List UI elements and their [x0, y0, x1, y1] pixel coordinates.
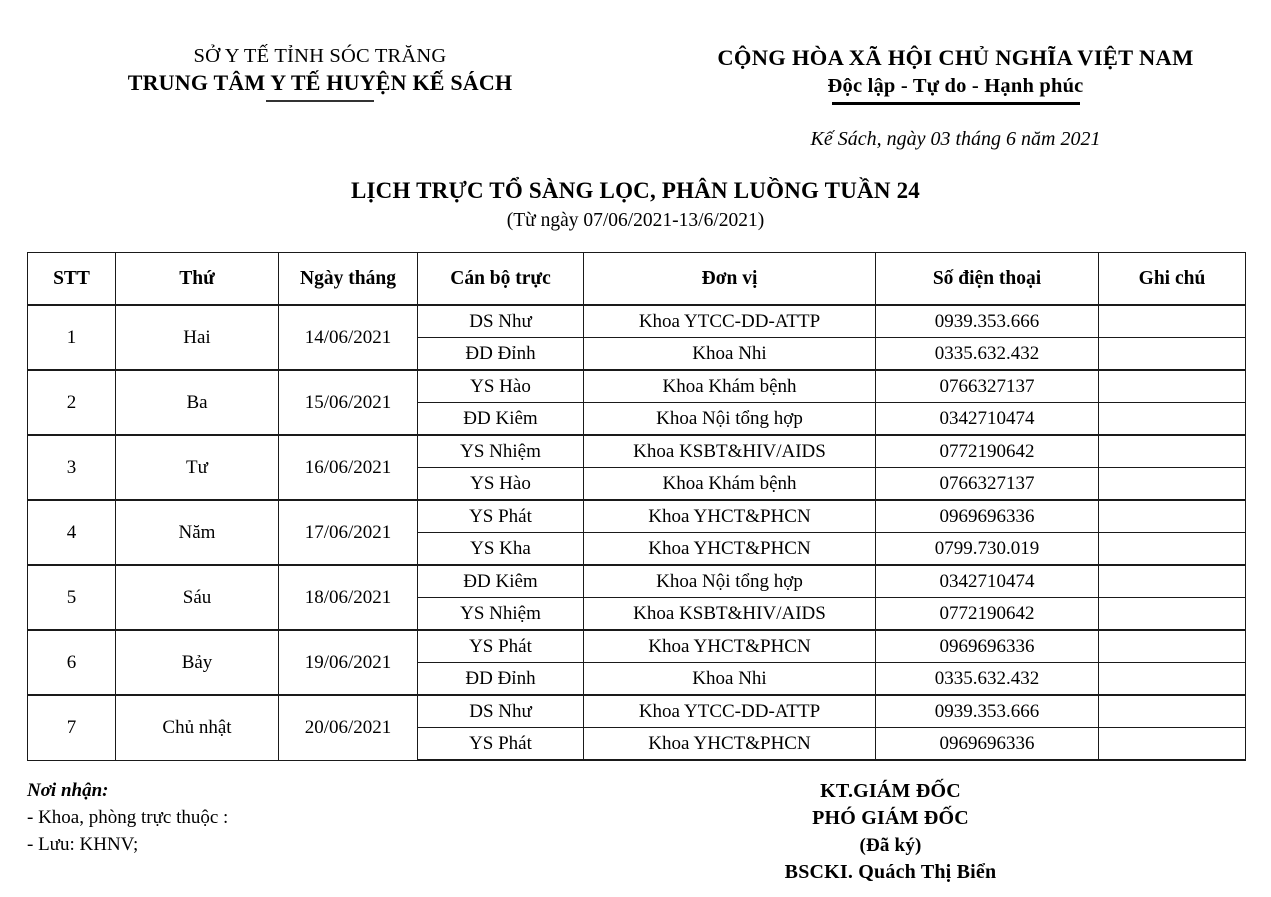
cell-sdt: 0772190642 [876, 435, 1099, 468]
place-and-date: Kế Sách, ngày 03 tháng 6 năm 2021 [810, 128, 1101, 150]
cell-stt: 1 [28, 305, 116, 370]
national-heading [640, 44, 1271, 151]
cell-stt: 4 [28, 500, 116, 565]
column-header-donvi: Đơn vị [584, 253, 876, 306]
cell-thu: Tư [116, 435, 279, 500]
cell-donvi: Khoa YHCT&PHCN [584, 728, 876, 761]
page-subtitle: (Từ ngày 07/06/2021-13/6/2021) [506, 210, 765, 231]
table-row [28, 370, 1246, 403]
cell-sdt: 0335.632.432 [876, 663, 1099, 696]
cell-donvi: Khoa KSBT&HIV/AIDS [584, 435, 876, 468]
cell-canbo: YS Phát [418, 500, 584, 533]
cell-ngay: 20/06/2021 [279, 695, 418, 760]
table-row [28, 435, 1246, 468]
cell-thu: Bảy [116, 630, 279, 695]
cell-stt: 7 [28, 695, 116, 760]
cell-sdt: 0342710474 [876, 565, 1099, 598]
cell-ghichu [1099, 305, 1246, 338]
cell-donvi: Khoa YHCT&PHCN [584, 630, 876, 663]
cell-ngay: 16/06/2021 [279, 435, 418, 500]
column-header-thu: Thứ [116, 253, 279, 306]
cell-sdt: 0969696336 [876, 500, 1099, 533]
document-footer [0, 778, 1271, 886]
signature-role-delegated: KT.GIÁM ĐỐC [820, 780, 961, 802]
district-health-center: TRUNG TÂM Y TẾ HUYỆN KẾ SÁCH [127, 70, 513, 95]
cell-canbo: ĐD Kiêm [418, 565, 584, 598]
cell-ngay: 14/06/2021 [279, 305, 418, 370]
cell-canbo: YS Nhiệm [418, 598, 584, 631]
title-block [0, 177, 1271, 233]
cell-sdt: 0939.353.666 [876, 695, 1099, 728]
cell-donvi: Khoa Nhi [584, 663, 876, 696]
duty-schedule-table [27, 252, 1246, 761]
cell-stt: 5 [28, 565, 116, 630]
header-right-underline [832, 102, 1080, 105]
cell-ngay: 17/06/2021 [279, 500, 418, 565]
cell-stt: 2 [28, 370, 116, 435]
column-header-canbo: Cán bộ trực [418, 253, 584, 306]
province-health-department: SỞ Y TẾ TỈNH SÓC TRĂNG [193, 45, 447, 67]
cell-ghichu [1099, 370, 1246, 403]
cell-ghichu [1099, 695, 1246, 728]
country-name: CỘNG HÒA XÃ HỘI CHỦ NGHĨA VIỆT NAM [717, 45, 1194, 70]
cell-canbo: YS Hào [418, 468, 584, 501]
cell-ghichu [1099, 338, 1246, 371]
schedule-table-wrapper [0, 252, 1271, 761]
cell-canbo: YS Hào [418, 370, 584, 403]
table-body [28, 305, 1246, 760]
signature-block [627, 778, 1244, 886]
cell-donvi: Khoa YTCC-DD-ATTP [584, 695, 876, 728]
cell-donvi: Khoa Nội tổng hợp [584, 565, 876, 598]
cell-canbo: DS Như [418, 695, 584, 728]
cell-sdt: 0335.632.432 [876, 338, 1099, 371]
cell-ghichu [1099, 598, 1246, 631]
header-left-underline [266, 100, 374, 102]
cell-ngay: 15/06/2021 [279, 370, 418, 435]
cell-ghichu [1099, 468, 1246, 501]
cell-sdt: 0799.730.019 [876, 533, 1099, 566]
table-header [28, 253, 1246, 306]
cell-sdt: 0969696336 [876, 630, 1099, 663]
cell-canbo: YS Nhiệm [418, 435, 584, 468]
cell-donvi: Khoa KSBT&HIV/AIDS [584, 598, 876, 631]
signature-name: BSCKI. Quách Thị Biển [784, 861, 997, 883]
cell-ghichu [1099, 500, 1246, 533]
table-row [28, 305, 1246, 338]
table-row [28, 565, 1246, 598]
cell-ghichu [1099, 728, 1246, 761]
national-motto: Độc lập - Tự do - Hạnh phúc [827, 75, 1084, 97]
cell-ghichu [1099, 630, 1246, 663]
cell-sdt: 0766327137 [876, 468, 1099, 501]
cell-thu: Chủ nhật [116, 695, 279, 760]
cell-ghichu [1099, 533, 1246, 566]
document-header [0, 0, 1271, 151]
cell-sdt: 0342710474 [876, 403, 1099, 436]
cell-ghichu [1099, 663, 1246, 696]
cell-donvi: Khoa YHCT&PHCN [584, 533, 876, 566]
cell-canbo: ĐD Đỉnh [418, 663, 584, 696]
cell-thu: Sáu [116, 565, 279, 630]
cell-sdt: 0766327137 [876, 370, 1099, 403]
cell-stt: 6 [28, 630, 116, 695]
cell-thu: Năm [116, 500, 279, 565]
cell-ngay: 18/06/2021 [279, 565, 418, 630]
cell-donvi: Khoa YHCT&PHCN [584, 500, 876, 533]
table-row [28, 695, 1246, 728]
cell-canbo: ĐD Kiêm [418, 403, 584, 436]
cell-sdt: 0939.353.666 [876, 305, 1099, 338]
cell-canbo: YS Phát [418, 630, 584, 663]
recipient-item: - Lưu: KHNV; [27, 834, 139, 855]
cell-canbo: YS Kha [418, 533, 584, 566]
cell-donvi: Khoa Nhi [584, 338, 876, 371]
cell-thu: Ba [116, 370, 279, 435]
recipients-block [27, 778, 627, 886]
cell-ghichu [1099, 403, 1246, 436]
signature-role-title: PHÓ GIÁM ĐỐC [812, 807, 969, 829]
column-header-sdt: Số điện thoại [876, 253, 1099, 306]
signature-signed-note: (Đã ký) [859, 835, 922, 856]
cell-thu: Hai [116, 305, 279, 370]
cell-stt: 3 [28, 435, 116, 500]
issuing-organization [0, 44, 640, 151]
column-header-ghichu: Ghi chú [1099, 253, 1246, 306]
recipient-item: - Khoa, phòng trực thuộc : [27, 807, 229, 828]
cell-ghichu [1099, 565, 1246, 598]
page-title: LỊCH TRỰC TỔ SÀNG LỌC, PHÂN LUỒNG TUẦN 24 [350, 178, 920, 203]
cell-canbo: YS Phát [418, 728, 584, 761]
cell-donvi: Khoa Khám bệnh [584, 370, 876, 403]
cell-ngay: 19/06/2021 [279, 630, 418, 695]
table-row [28, 630, 1246, 663]
cell-sdt: 0772190642 [876, 598, 1099, 631]
recipients-title: Nơi nhận: [27, 780, 109, 801]
table-header-row [28, 253, 1246, 306]
cell-canbo: DS Như [418, 305, 584, 338]
table-row [28, 500, 1246, 533]
column-header-ngay: Ngày tháng [279, 253, 418, 306]
cell-ghichu [1099, 435, 1246, 468]
cell-donvi: Khoa Khám bệnh [584, 468, 876, 501]
cell-canbo: ĐD Đỉnh [418, 338, 584, 371]
cell-donvi: Khoa YTCC-DD-ATTP [584, 305, 876, 338]
cell-donvi: Khoa Nội tổng hợp [584, 403, 876, 436]
column-header-stt: STT [28, 253, 116, 306]
cell-sdt: 0969696336 [876, 728, 1099, 761]
